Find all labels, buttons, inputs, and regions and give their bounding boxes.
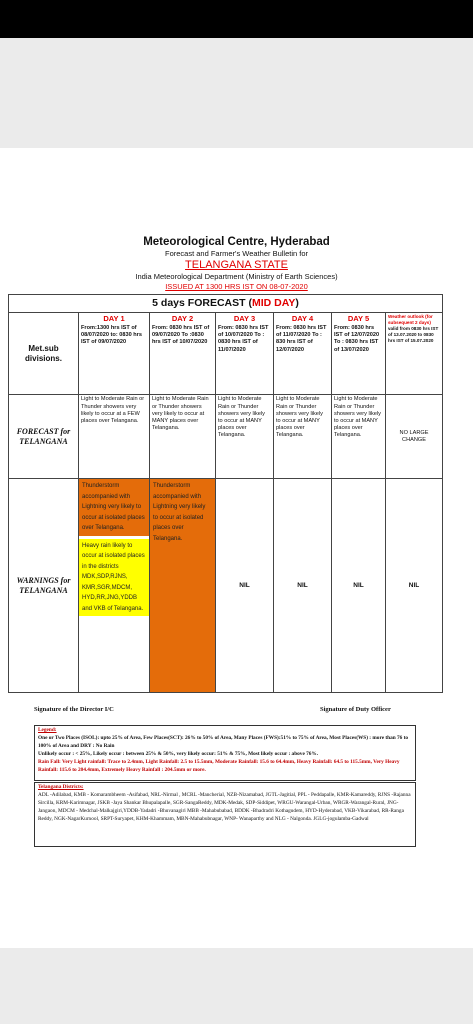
- legend-title: Legend:: [38, 727, 57, 733]
- forecast-day1: Light to Moderate Rain or Thunder showers very likely to occur at a FEW places over Telangana.: [79, 395, 150, 479]
- forecast-day2: Light to Moderate Rain or Thunder showers very likely to occur at MANY places over Telangana.: [150, 395, 216, 479]
- outlook-header: Weather outlook (for subsequent 2 days) valid from 0830 hrs IST of 13.07.2020 to 0830 hrs IST of 15.07.2020: [386, 313, 443, 395]
- bulletin-subtitle: Forecast and Farmer's Weather Bulletin for: [164, 249, 309, 258]
- legend-area-line: One or Two Places (ISOL): upto 25% of Area, Few Places(SCT): 26% to 50% of Area, Many Places (FWS):51% to 75% of Area, Most Places(WS) : more than 76 to 100% of Area and DRY : No Rain: [38, 734, 409, 749]
- state-name: TELANGANA STATE: [185, 259, 288, 271]
- warning-day2: [150, 479, 216, 693]
- warning-day1-thunderstorm: Thunderstorm accompanied with Lightning very likely to occur at isolated places over Telangana.: [79, 479, 149, 536]
- day1-header: DAY 1 From:1300 hrs IST of 08/07/2020 to: 0830 hrs IST of 09/07/2020: [79, 313, 150, 395]
- bulletin-title: Meteorological Centre, Hyderabad: [143, 236, 330, 248]
- forecast-table: [8, 294, 443, 693]
- day3-header: DAY 3 From: 0830 hrs IST of 10/07/2020 To : 0830 hrs IST of 11/07/2020: [216, 313, 274, 395]
- warning-day2-thunderstorm: Thunderstorm accompanied with Lightning very likely to occur at isolated places over Telangana.: [150, 479, 215, 546]
- outlook-text: NO LARGE CHANGE: [386, 395, 443, 479]
- forecast-day3: Light to Moderate Rain or Thunder showers very likely to occur at MANY places over Telangana.: [216, 395, 274, 479]
- legend-box: [34, 725, 416, 781]
- warning-day1: [79, 479, 150, 693]
- department-name: India Meteorological Department (Ministry of Earth Sciences): [135, 272, 338, 281]
- warning-outlook: NIL: [386, 479, 443, 693]
- legend-rainfall-line: Rain Fall: Very Light rainfall: Trace to 2.4mm, Light Rainfall: 2.5 to 15.5mm, Moderate Rainfall: 15.6 to 64.4mm, Heavy Rainfall: 64.5 to 115.5mm, Very Heavy Rainfall: 115.6 to 204.4mm, Extremely Heavy Rainfall : 204.5mm or more.: [38, 758, 400, 773]
- forecast-row-label: FORECAST for TELANGANA: [9, 395, 79, 479]
- forecast-day4: Light to Moderate Rain or Thunder showers very likely to occur at MANY places over Telangana.: [274, 395, 332, 479]
- metsub-label: Met.sub divisions.: [9, 313, 79, 395]
- legend-probability-line: Unlikely occur : < 25%, Likely occur : between 25% & 50%, very likely occur: 51% & 75%, Most likely occur : above 76%.: [38, 750, 319, 757]
- duty-officer-signature-label: Signature of Duty Officer: [320, 706, 391, 713]
- districts-box: [34, 782, 416, 847]
- day5-header: DAY 5 From: 0830 hrs IST of 12/07/2020 To : 0830 hrs IST of 13/07/2020: [332, 313, 386, 395]
- warning-day3: NIL: [216, 479, 274, 693]
- day4-header: DAY 4 From: 0830 hrs IST of 11/07/2020 To : 830 hrs IST of 12/07/2020: [274, 313, 332, 395]
- issued-time: ISSUED AT 1300 HRS IST ON 08-07-2020: [165, 282, 308, 291]
- warning-day1-heavy-rain: Heavy rain likely to occur at isolated places in the districts MDK,SDP,RJNS, KMR,SGR,MDCM, HYD,RR,JNG,YDDB and VKB of Telangana.: [79, 539, 149, 617]
- day2-header: DAY 2 From: 0830 hrs IST of 09/07/2020 To :0830 hrs IST of 10/07/2020: [150, 313, 216, 395]
- warning-day5: NIL: [332, 479, 386, 693]
- districts-title: Telangana Districts:: [38, 784, 84, 790]
- director-signature-label: Signature of the Director I/C: [34, 706, 114, 713]
- top-black-bar: [0, 0, 473, 38]
- forecast-title: 5 days FORECAST (MID DAY): [9, 295, 443, 313]
- warnings-row-label: WARNINGS for TELANGANA: [9, 479, 79, 693]
- forecast-day5: Light to Moderate Rain or Thunder showers very likely to occur at MANY places over Telangana.: [332, 395, 386, 479]
- warning-day4: NIL: [274, 479, 332, 693]
- districts-list: ADL -Adilabad, KMB - Komarambheem -Asifabad, NRL-Nirmal , MCRL -Mancherial, NZB-Nizamabad, JGTL-Jagitial, PPL - Peddapalle, KMR-Kamareddy, RJNS -Rajanna Sircilla, KRM-Karimnagar, JSKB -Jaya Shankar Bhupalapalle, SGR-SangaReddy, MDK-Medak, SDP-Siddipet, WRGU-Warangal-Urban, WRGR-Warangal-Rural, JNG-Jangaon, MDCM - Medchal-Malkajgiri,YDDB-Yadadri -Bhuvanagiri MBB -Mahabubabad, BDDK -Bhadradri Kothagudem, HYD-Hyderabad, VKB-Vikarabad, RR-Ranga Reddy, NGK-NagarKurnool, SRPT-Suryapet, KHM-Khammam, MBN-Mahabubnagar, WNP- Wanaparthy and NLG - Nalgonda. JGLG-jogulamba-Gadwal: [38, 791, 411, 822]
